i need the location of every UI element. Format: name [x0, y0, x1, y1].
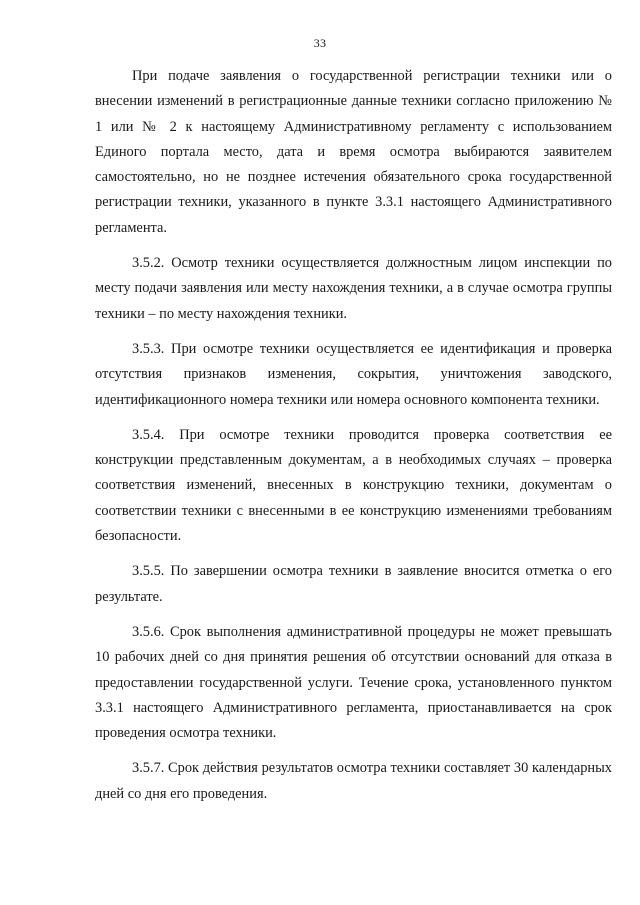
paragraph-3-5-7: 3.5.7. Срок действия результатов осмотра техники составляет 30 календарных дней со дня его проведения.	[95, 760, 612, 802]
paragraph-3-5-3: 3.5.3. При осмотре техники осуществляется ее идентификация и проверка отсутствия признаков изменения, сокрытия, уничтожения заводского, идентификационного номера техники или номера основного компонента техники.	[95, 340, 612, 408]
paragraph-3-5-6: 3.5.6. Срок выполнения административной процедуры не может превышать 10 рабочих дней со дня принятия решения об отсутствии оснований для отказа в предоставлении государственной услуги. Течение срока, установленного пунктом 3.3.1 настоящего Административного регламента, приостанавливается на срок проведения осмотра техники.	[95, 623, 612, 742]
paragraph-3-5-5: 3.5.5. По завершении осмотра техники в заявление вносится отметка о его результате.	[95, 563, 612, 605]
document-body	[95, 64, 612, 807]
paragraph-registration-inspection-schedule: При подаче заявления о государственной регистрации техники или о внесении изменений в регистрационные данные техники согласно приложению № 1 или № 2 к настоящему Административному регламенту с использованием Единого портала место, дата и время осмотра выбираются заявителем самостоятельно, но не позднее истечения обязательного срока государственной регистрации техники, указанного в пункте 3.3.1 настоящего Административного регламента.	[95, 68, 612, 236]
page-number: 33	[313, 36, 327, 50]
paragraph-3-5-2: 3.5.2. Осмотр техники осуществляется должностным лицом инспекции по месту подачи заявления или месту нахождения техники, а в случае осмотра группы техники – по месту нахождения техники.	[95, 255, 612, 322]
paragraph-3-5-4: 3.5.4. При осмотре техники проводится проверка соответствия ее конструкции представленным документам, а в необходимых случаях – проверка соответствия изменений, внесенных в конструкцию техники, документам о соответствии техники с внесенными в ее конструкцию изменениями требованиям безопасности.	[95, 426, 612, 545]
